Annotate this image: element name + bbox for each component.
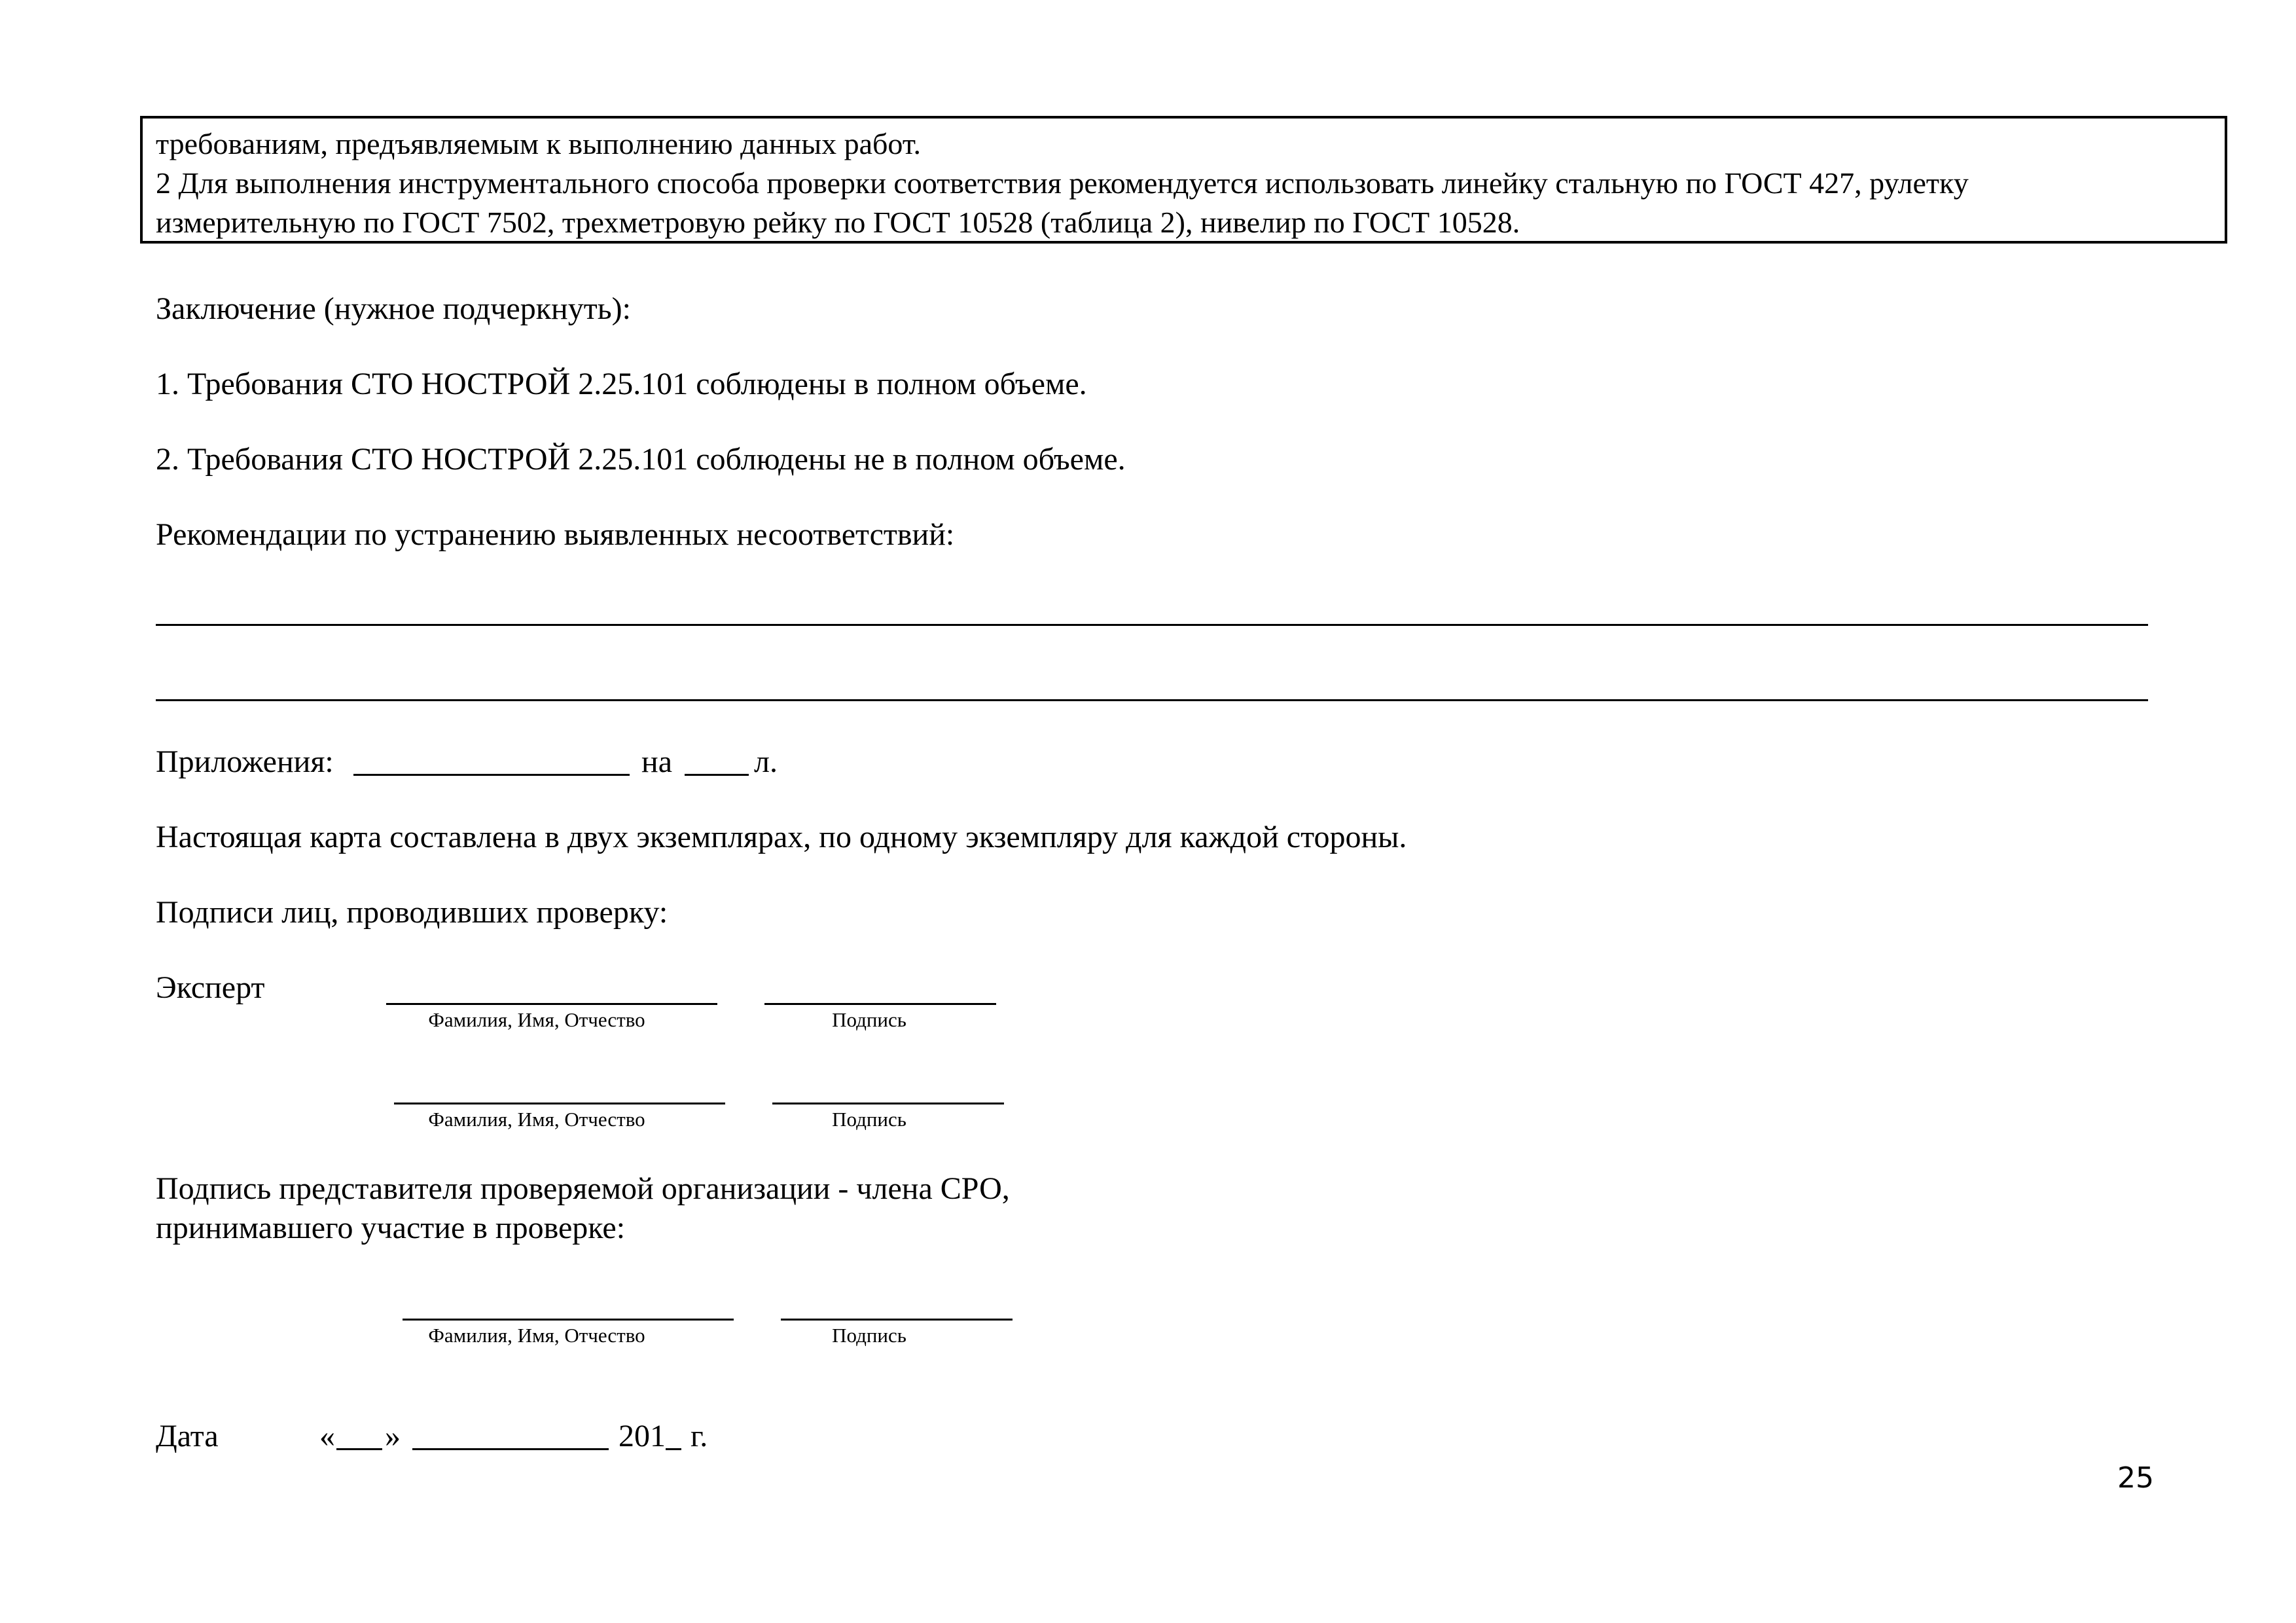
expert-1-signature-line: [764, 1003, 996, 1005]
date-close-quote: »: [385, 1419, 401, 1453]
expert-2-signature-caption: Подпись: [832, 1108, 906, 1131]
representative-heading-line-2: принимавшего участие в проверке:: [156, 1211, 626, 1245]
page-number: 25: [2117, 1461, 2154, 1495]
note-line-2: 2 Для выполнения инструментального способа проверки соответствия рекомендуется использовать линейку стальную по ГОСТ 427, рулетку: [156, 166, 1969, 200]
expert-1-name-caption: Фамилия, Имя, Отчество: [428, 1008, 645, 1031]
expert-1-signature-caption: Подпись: [832, 1008, 906, 1031]
recommendations-heading: Рекомендации по устранению выявленных несоответствий:: [156, 517, 955, 552]
expert-2-signature-line: [772, 1103, 1004, 1104]
attachments-on: на: [641, 744, 672, 779]
date-label: Дата: [156, 1419, 219, 1453]
date-open-quote: «: [319, 1419, 335, 1453]
representative-signature-line: [781, 1319, 1013, 1321]
date-year-suffix: г.: [691, 1419, 708, 1453]
attachments-blank: [353, 774, 630, 776]
date-month-blank: [412, 1448, 609, 1450]
recommendations-line-2: [156, 699, 2148, 701]
notes-box: [140, 116, 2227, 244]
attachments-sheets: л.: [754, 744, 778, 779]
expert-1-name-line: [386, 1003, 717, 1005]
expert-2-name-line: [394, 1103, 725, 1104]
representative-signature-caption: Подпись: [832, 1324, 906, 1347]
conclusion-heading: Заключение (нужное подчеркнуть):: [156, 291, 631, 326]
attachments-label: Приложения:: [156, 744, 334, 779]
conclusion-option-1: 1. Требования СТО НОСТРОЙ 2.25.101 соблюдены в полном объеме.: [156, 367, 1087, 401]
attachments-sheets-blank: [685, 774, 749, 776]
recommendations-line-1: [156, 624, 2148, 626]
representative-name-line: [403, 1319, 734, 1321]
conclusion-option-2: 2. Требования СТО НОСТРОЙ 2.25.101 соблюдены не в полном объеме.: [156, 442, 1126, 477]
expert-2-name-caption: Фамилия, Имя, Отчество: [428, 1108, 645, 1131]
signatures-heading: Подписи лиц, проводивших проверку:: [156, 895, 668, 930]
date-year-blank: [666, 1448, 681, 1450]
representative-heading-line-1: Подпись представителя проверяемой организации - члена СРО,: [156, 1171, 1010, 1206]
copies-statement: Настоящая карта составлена в двух экземплярах, по одному экземпляру для каждой стороны.: [156, 820, 1407, 854]
representative-name-caption: Фамилия, Имя, Отчество: [428, 1324, 645, 1347]
date-day-blank: [336, 1448, 382, 1450]
note-line-3: измерительную по ГОСТ 7502, трехметровую рейку по ГОСТ 10528 (таблица 2), нивелир по ГОСТ 10528.: [156, 206, 1520, 239]
note-line-1: требованиям, предъявляемым к выполнению данных работ.: [156, 127, 921, 160]
date-year-prefix: 201: [619, 1419, 666, 1453]
expert-label: Эксперт: [156, 970, 265, 1005]
